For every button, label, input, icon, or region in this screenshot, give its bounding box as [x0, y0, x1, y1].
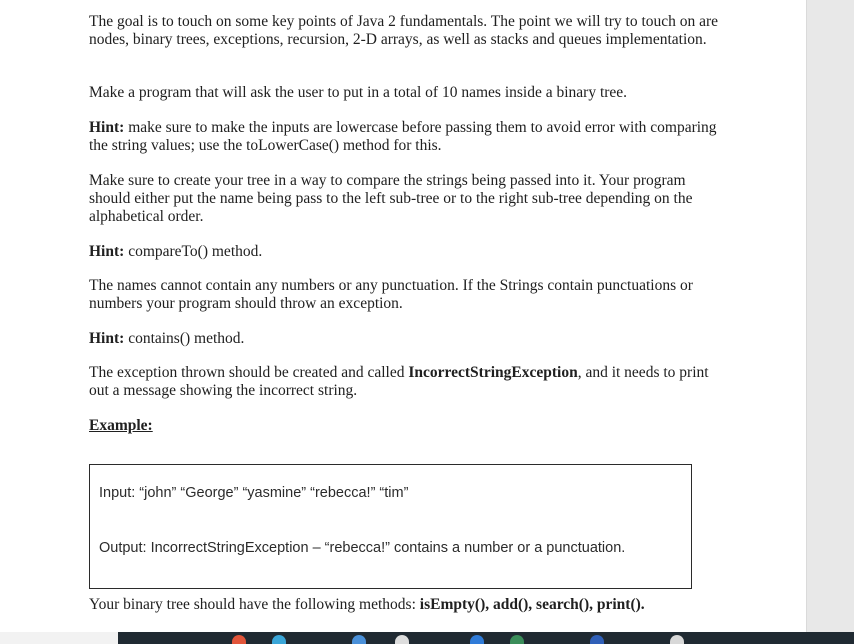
hint-lowercase-paragraph — [89, 119, 729, 155]
example-output: Output: IncorrectStringException – “rebecca!” contains a number or a punctuation. — [99, 540, 626, 556]
names-paragraph: The names cannot contain any numbers or any punctuation. If the Strings contain punctuations or numbers your program should throw an exception. — [89, 277, 693, 312]
app-icon[interactable] — [670, 635, 684, 644]
hint-label: Hint: — [89, 119, 125, 136]
example-heading: Example: — [89, 417, 153, 434]
methods-paragraph — [89, 596, 729, 614]
exception-pre-text: The exception thrown should be created and called — [89, 364, 409, 381]
taskbar — [118, 632, 854, 644]
task-paragraph: Make a program that will ask the user to put in a total of 10 names inside a binary tree. — [89, 84, 628, 101]
hint-text: compareTo() method. — [124, 243, 263, 260]
app-icon[interactable] — [395, 635, 409, 644]
exception-name: IncorrectStringException — [408, 364, 578, 381]
methods-list: isEmpty(), add(), search(), print(). — [419, 596, 645, 613]
app-icon[interactable] — [510, 635, 524, 644]
hint-label: Hint: — [89, 330, 125, 347]
intro-paragraph: The goal is to touch on some key points of Java 2 fundamentals. The point we will try to touch on are nodes, binary trees, exceptions, recursion, 2-D arrays, as well as stacks and queues implementation. — [89, 13, 719, 48]
hint-compareto-paragraph — [89, 243, 729, 261]
app-icon[interactable] — [470, 635, 484, 644]
hint-text: make sure to make the inputs are lowercase before passing them to avoid error with comparing the string values; use the toLowerCase() method for this. — [89, 119, 717, 154]
example-input: Input: “john” “George” “yasmine” “rebecca!” “tim” — [99, 485, 409, 501]
exception-post-text: , and it needs to print out a message showing the incorrect string. — [89, 364, 709, 399]
toolbar-edge — [0, 0, 854, 4]
exception-paragraph — [89, 364, 729, 400]
app-icon[interactable] — [232, 635, 246, 644]
hint-text: contains() method. — [124, 330, 245, 347]
app-icon[interactable] — [352, 635, 366, 644]
hint-contains-paragraph — [89, 330, 729, 348]
methods-pre-text: Your binary tree should have the following methods: — [89, 596, 420, 613]
scrollbar-track[interactable] — [806, 0, 854, 632]
tree-paragraph: Make sure to create your tree in a way to compare the strings being passed into it. Your program should either put the name being pass to the left sub-tree or to the right sub-tree depending on the alphabetical order. — [89, 172, 693, 225]
hint-label: Hint: — [89, 243, 125, 260]
app-icon[interactable] — [272, 635, 286, 644]
example-box — [89, 464, 692, 589]
app-icon[interactable] — [590, 635, 604, 644]
